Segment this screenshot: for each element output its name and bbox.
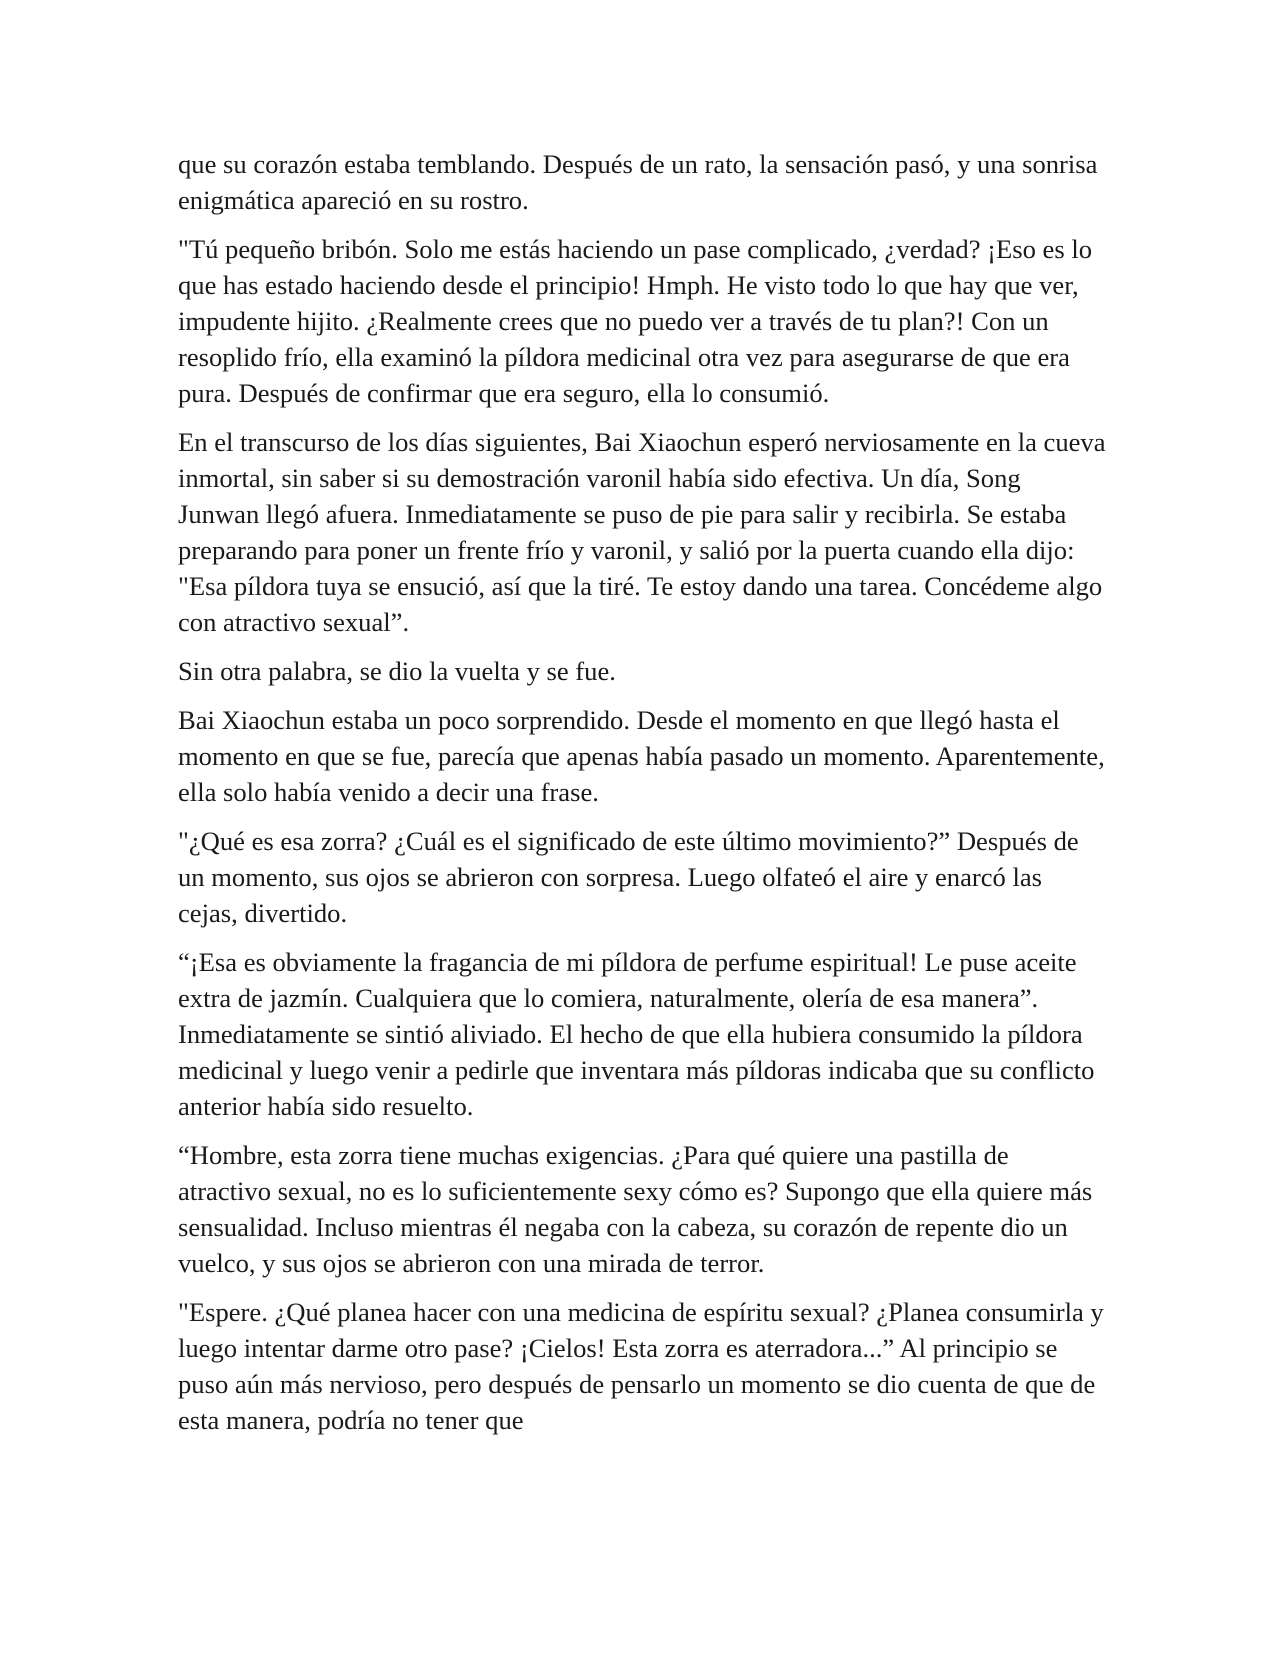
paragraph-1: que su corazón estaba temblando. Después de un rato, la sensación pasó, y una sonrisa enigmática apareció en su rostro.: [178, 149, 1098, 215]
document-page: [178, 146, 1108, 1451]
paragraph-9: "Espere. ¿Qué planea hacer con una medicina de espíritu sexual? ¿Planea consumirla y luego intentar darme otro pase? ¡Cielos! Esta zorra es aterradora...” Al principio se puso aún más nervioso, pero después de pensarlo un momento se dio cuenta de que de esta manera, podría no tener que: [178, 1297, 1104, 1435]
paragraph-3: En el transcurso de los días siguientes, Bai Xiaochun esperó nerviosamente en la cueva inmortal, sin saber si su demostración varonil había sido efectiva. Un día, Song Junwan llegó afuera. Inmediatamente se puso de pie para salir y recibirla. Se estaba preparando para poner un frente frío y varonil, y salió por la puerta cuando ella dijo: "Esa píldora tuya se ensució, así que la tiré. Te estoy dando una tarea. Concédeme algo con atractivo sexual”.: [178, 427, 1106, 637]
paragraph-5: Bai Xiaochun estaba un poco sorprendido. Desde el momento en que llegó hasta el momento en que se fue, parecía que apenas había pasado un momento. Aparentemente, ella solo había venido a decir una frase.: [178, 705, 1105, 807]
paragraph-7: “¡Esa es obviamente la fragancia de mi píldora de perfume espiritual! Le puse aceite extra de jazmín. Cualquiera que lo comiera, naturalmente, olería de esa manera”. Inmediatamente se sintió aliviado. El hecho de que ella hubiera consumido la píldora medicinal y luego venir a pedirle que inventara más píldoras indicaba que su conflicto anterior había sido resuelto.: [178, 947, 1095, 1121]
paragraph-4: Sin otra palabra, se dio la vuelta y se fue.: [178, 656, 616, 686]
paragraph-2: "Tú pequeño bribón. Solo me estás haciendo un pase complicado, ¿verdad? ¡Eso es lo que has estado haciendo desde el principio! Hmph. He visto todo lo que hay que ver, impudente hijito. ¿Realmente crees que no puedo ver a través de tu plan?! Con un resoplido frío, ella examinó la píldora medicinal otra vez para asegurarse de que era pura. Después de confirmar que era seguro, ella lo consumió.: [178, 234, 1093, 408]
paragraph-8: “Hombre, esta zorra tiene muchas exigencias. ¿Para qué quiere una pastilla de atractivo sexual, no es lo suficientemente sexy cómo es? Supongo que ella quiere más sensualidad. Incluso mientras él negaba con la cabeza, su corazón de repente dio un vuelco, y sus ojos se abrieron con una mirada de terror.: [178, 1140, 1093, 1278]
paragraph-6: "¿Qué es esa zorra? ¿Cuál es el significado de este último movimiento?” Después de un momento, sus ojos se abrieron con sorpresa. Luego olfateó el aire y enarcó las cejas, divertido.: [178, 826, 1079, 928]
